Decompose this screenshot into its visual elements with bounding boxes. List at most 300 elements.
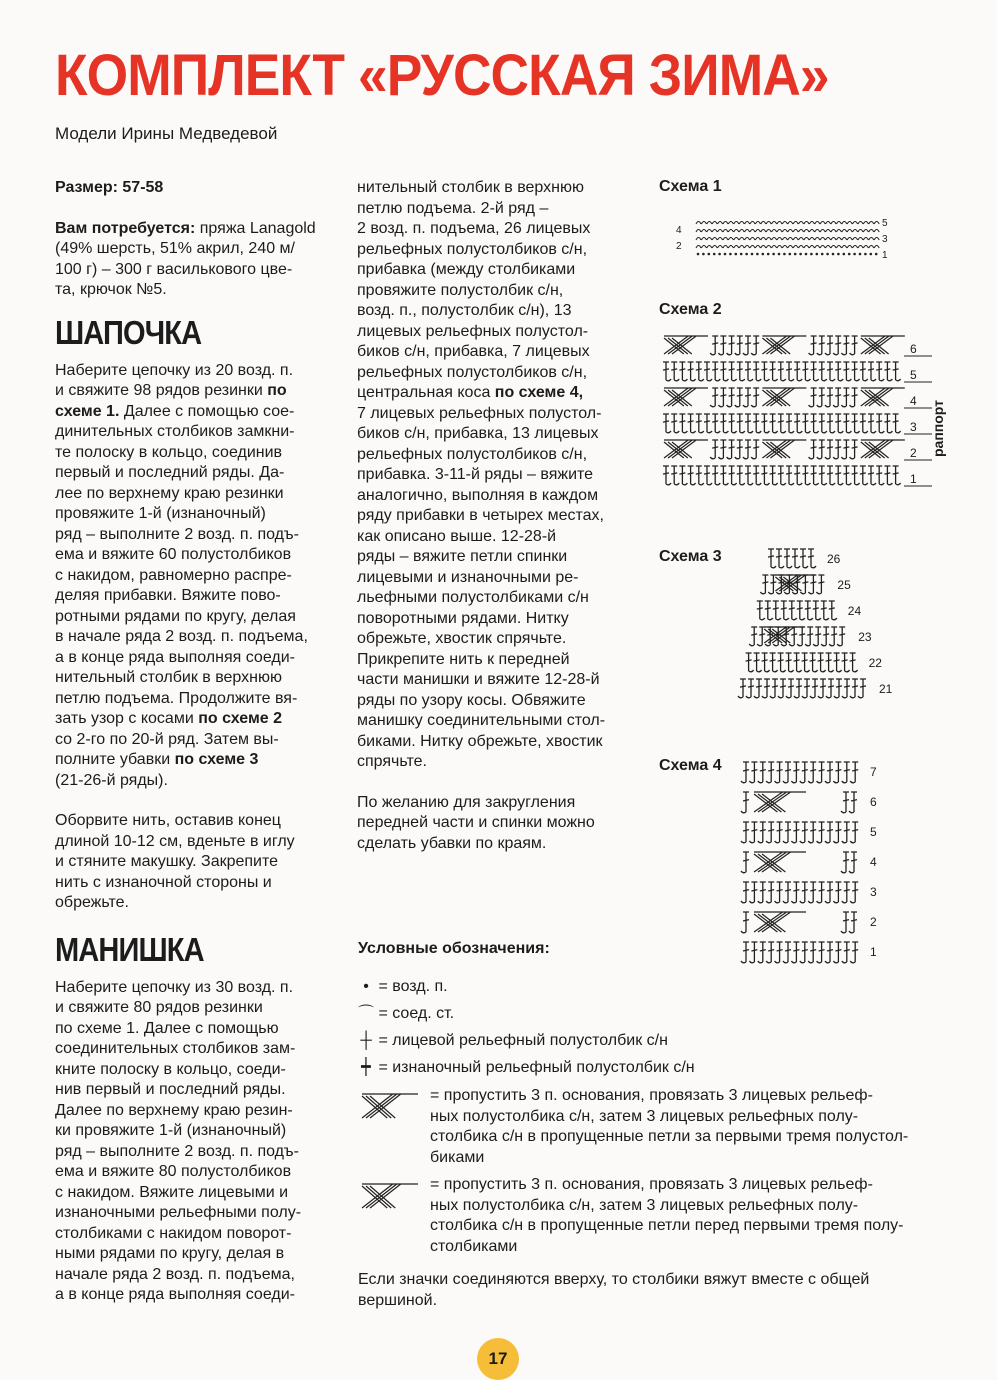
post-stitch-mark [783, 942, 791, 963]
post-stitch-mark [753, 466, 761, 485]
post-stitch-mark [841, 852, 849, 873]
post-stitch-mark [663, 362, 671, 381]
post-stitch-mark [833, 822, 841, 843]
text-line: ряды – вяжите петли спинки [357, 548, 568, 565]
post-stitch-mark [834, 679, 842, 698]
text-line: а в конце ряда выполняя соеди- [55, 648, 295, 666]
post-stitch-mark [850, 822, 858, 843]
post-stitch-mark [729, 414, 737, 433]
row-number-label: 2 [870, 915, 877, 929]
post-stitch-mark [868, 466, 876, 485]
text-line: ема и вяжите 60 полустолбиков [55, 546, 292, 563]
post-stitch-mark [884, 414, 892, 433]
post-stitch-mark [808, 822, 816, 843]
chain-dot [718, 253, 721, 256]
text-line: и свяжите 80 рядов резинки [55, 999, 263, 1016]
post-stitch-mark [800, 822, 808, 843]
legend-item-slip: ⌒ = соед. ст. [358, 1004, 695, 1031]
legend-cross-front-text [430, 1175, 950, 1257]
post-stitch-mark [735, 440, 743, 459]
post-stitch-mark [876, 466, 884, 485]
hat-text [55, 361, 335, 792]
text-line: поворотными рядами. Нитку [357, 609, 569, 627]
text-line: в начале ряда 2 возд. п. подъема, [55, 628, 308, 645]
post-stitch-mark [792, 549, 800, 568]
dickey-text [55, 978, 335, 1306]
cable-cross-mark [362, 1094, 418, 1118]
cable-cross-mark [861, 388, 905, 406]
text-line: сделать убавки по краям. [357, 834, 547, 852]
row-number-label: 25 [837, 578, 851, 592]
text-line: начале ряда 2 возд. п. подъема, [55, 1265, 295, 1283]
post-stitch-mark [808, 549, 816, 568]
text-line: Оборвите нить, оставив конец [55, 812, 281, 829]
text-line: 7 лицевых рельефных полустол- [357, 404, 602, 422]
text-line: биков с/н, прибавка, 13 лицевых [357, 425, 599, 442]
chain-dot [864, 253, 867, 256]
post-stitch-mark [735, 336, 743, 355]
row-number-label: 4 [910, 394, 917, 408]
post-stitch-mark [786, 466, 794, 485]
post-stitch-mark [808, 575, 816, 594]
post-stitch-mark [718, 388, 726, 407]
post-stitch-mark [663, 466, 671, 485]
post-stitch-mark [802, 466, 810, 485]
post-stitch-mark [786, 362, 794, 381]
post-stitch-mark [727, 336, 735, 355]
post-stitch-mark [688, 466, 696, 485]
slip-stitch-row [696, 230, 879, 233]
legend-cross-back-text [430, 1086, 950, 1168]
post-stitch-mark [876, 362, 884, 381]
text-line: биков с/н, прибавка, 7 лицевых [357, 343, 590, 360]
cable-cross-mark [754, 912, 806, 932]
chain-dot [772, 253, 775, 256]
post-stitch-mark [825, 388, 833, 407]
legend-title: Условные обозначения: [358, 940, 550, 957]
row-number-label: 3 [870, 885, 877, 899]
post-stitch-mark [758, 882, 766, 903]
post-stitch-mark [749, 882, 757, 903]
text-line: а в конце ряда выполняя соеди- [55, 1286, 295, 1303]
post-stitch-mark [802, 414, 810, 433]
chain-dot [821, 253, 824, 256]
text-line: = пропустить 3 п. основания, провязать 3 лицевых рельеф- [430, 1087, 873, 1104]
scheme-3-label: Схема 3 [659, 548, 722, 565]
post-stitch-mark [765, 601, 773, 620]
text-line: Далее по верхнему краю резин- [55, 1101, 293, 1119]
scheme-4-label: Схема 4 [659, 757, 722, 774]
post-stitch-mark [696, 362, 704, 381]
post-stitch-mark [842, 679, 850, 698]
text-line: с накидом. Вяжите лицевыми и [55, 1183, 289, 1201]
post-stitch-mark [671, 414, 679, 433]
post-stitch-mark [783, 822, 791, 843]
cable-cross-mark [762, 336, 806, 354]
cross-front-icon [360, 1180, 422, 1214]
post-stitch-mark [800, 762, 808, 783]
text-line: ряд – выполните 2 возд. п. подъ- [55, 525, 299, 543]
post-stitch-mark [766, 762, 774, 783]
chain-dot [756, 253, 759, 256]
post-stitch-mark [743, 336, 751, 355]
post-stitch-mark [729, 362, 737, 381]
post-stitch-mark [746, 679, 754, 698]
post-stitch-mark [783, 882, 791, 903]
chain-dot [837, 253, 840, 256]
dickey-text-continued [357, 178, 639, 773]
text-line: нить с изнаночной стороны и [55, 873, 272, 891]
post-stitch-mark [833, 336, 841, 355]
post-stitch-mark [775, 882, 783, 903]
text-line: Наберите цепочку из 20 возд. п. [55, 361, 294, 379]
text-line: лицевых рельефных полустол- [357, 322, 589, 340]
post-stitch-mark [860, 414, 868, 433]
text-line: центральная коса по схеме 4, [357, 384, 584, 401]
post-stitch-mark [884, 362, 892, 381]
post-stitch-mark [893, 362, 901, 381]
chain-dot [751, 253, 754, 256]
post-stitch-mark [741, 852, 749, 873]
chain-icon: • [363, 978, 369, 995]
row-number-label: 1 [882, 250, 888, 261]
chain-dot [713, 253, 716, 256]
page-number: 17 [477, 1338, 519, 1380]
chain-dot [740, 253, 743, 256]
post-stitch-mark [688, 414, 696, 433]
chain-dot [789, 253, 792, 256]
chain-dot [875, 253, 878, 256]
cable-cross-mark [754, 792, 806, 812]
chain-dot [708, 253, 711, 256]
chain-dot [799, 253, 802, 256]
post-stitch-mark [808, 762, 816, 783]
post-stitch-mark [754, 653, 762, 672]
post-stitch-mark [811, 414, 819, 433]
scheme-4-diagram [742, 760, 887, 975]
post-stitch-mark [818, 679, 826, 698]
row-number-label: 23 [858, 630, 872, 644]
post-stitch-mark [850, 336, 858, 355]
chain-dot [778, 253, 781, 256]
text-line: соединительных столбиков зам- [55, 1040, 296, 1057]
post-stitch-mark [817, 388, 825, 407]
post-stitch-mark [868, 414, 876, 433]
post-stitch-mark [843, 414, 851, 433]
post-stitch-mark [805, 627, 813, 646]
column-left [55, 178, 335, 1306]
text-line: провяжите 1-й (изнаночный) [55, 505, 266, 522]
post-stitch-mark [797, 627, 805, 646]
materials-line-1: Вам потребуется: пряжа Lanagold [55, 219, 316, 237]
text-line: как описано выше. 12-28-й [357, 527, 557, 545]
text-line: обрежьте, хвостик спрячьте. [357, 630, 567, 647]
cable-cross-mark [754, 852, 806, 872]
chain-dot [870, 253, 873, 256]
text-line: схеме 1. Далее с помощью сое- [55, 402, 295, 420]
post-stitch-mark [749, 822, 757, 843]
text-line: длиной 10-12 см, вденьте в иглу [55, 832, 295, 850]
post-stitch-mark [842, 882, 850, 903]
post-stitch-mark [760, 575, 768, 594]
post-stitch-mark [743, 388, 751, 407]
post-stitch-mark [843, 362, 851, 381]
post-stitch-mark [754, 679, 762, 698]
text-line: с накидом, равномерно распре- [55, 566, 292, 584]
post-stitch-mark [794, 679, 802, 698]
post-stitch-mark [817, 942, 825, 963]
post-stitch-mark [819, 466, 827, 485]
cable-cross-mark [762, 388, 806, 406]
post-stitch-mark [778, 362, 786, 381]
text-line: биками [430, 1148, 485, 1166]
post-stitch-mark [852, 362, 860, 381]
post-stitch-mark [671, 362, 679, 381]
cable-cross-mark [861, 440, 905, 458]
post-stitch-mark [753, 362, 761, 381]
chain-dot [853, 253, 856, 256]
post-stitch-mark [829, 627, 837, 646]
text-line: те полоску в кольцо, соединив [55, 443, 283, 461]
text-line: ряд – выполните 2 возд. п. подъ- [55, 1142, 299, 1160]
slip-stitch-row [696, 246, 879, 249]
post-stitch-mark [826, 653, 834, 672]
size-line: Размер: 57-58 [55, 179, 164, 196]
post-stitch-mark [850, 679, 858, 698]
post-stitch-mark [768, 549, 776, 568]
chain-dot [702, 253, 705, 256]
post-stitch-mark [802, 362, 810, 381]
post-stitch-mark [833, 942, 841, 963]
text-line: биками. Нитку обрежьте, хвостик [357, 732, 603, 750]
post-stitch-mark [663, 414, 671, 433]
post-stitch-mark [712, 362, 720, 381]
text-line: прибавка. 3-11-й ряды – вяжите [357, 466, 594, 483]
text-line: ных полустолбика с/н, затем 3 лицевых рельефных полу- [430, 1196, 859, 1214]
chain-dot [805, 253, 808, 256]
cable-cross-mark [861, 336, 905, 354]
row-number-label: 2 [910, 446, 917, 460]
post-stitch-mark [741, 762, 749, 783]
post-stitch-mark [849, 792, 857, 813]
post-stitch-mark [737, 414, 745, 433]
post-stitch-mark [775, 762, 783, 783]
post-stitch-mark [821, 601, 829, 620]
legend-item-back-post: ┿ = изнаночный рельефный полустолбик с/н [358, 1058, 695, 1085]
post-stitch-mark [827, 362, 835, 381]
post-stitch-mark [758, 942, 766, 963]
post-stitch-mark [688, 362, 696, 381]
post-stitch-mark [791, 822, 799, 843]
post-stitch-mark [842, 942, 850, 963]
text-line: аналогично, выполняя в каждом [357, 486, 599, 504]
row-number-label: 3 [882, 234, 888, 245]
post-stitch-mark [770, 362, 778, 381]
post-stitch-mark [770, 414, 778, 433]
post-stitch-mark [770, 653, 778, 672]
legend-note [358, 1270, 958, 1311]
post-stitch-mark [825, 336, 833, 355]
text-line: рельефных полустолбиков с/н, [357, 240, 588, 258]
post-stitch-mark [696, 414, 704, 433]
post-stitch-mark [842, 762, 850, 783]
post-stitch-mark [810, 653, 818, 672]
post-stitch-mark [710, 388, 718, 407]
post-stitch-mark [850, 882, 858, 903]
text-line: части манишки и вяжите 12-28-й [357, 671, 600, 688]
legend-item-front-post: ┼ = лицевой рельефный полустолбик с/н [358, 1031, 695, 1058]
text-line: ряды по узору косы. Обвяжите [357, 691, 586, 709]
post-stitch-mark [808, 882, 816, 903]
post-stitch-mark [778, 679, 786, 698]
post-stitch-mark [819, 362, 827, 381]
text-line: нив первый и последний ряды. [55, 1081, 286, 1098]
post-stitch-mark [794, 414, 802, 433]
text-line: ных полустолбика с/н, затем 3 лицевых рельефных полу- [430, 1107, 859, 1125]
post-stitch-mark [696, 466, 704, 485]
post-stitch-mark [679, 466, 687, 485]
post-stitch-mark [841, 792, 849, 813]
optional-note [357, 793, 639, 855]
post-stitch-mark [757, 601, 765, 620]
post-stitch-mark [704, 466, 712, 485]
text-line: рельефных полустолбиков с/н, [357, 363, 588, 381]
post-stitch-mark [786, 679, 794, 698]
materials-line: (49% шерсть, 51% акрил, 240 м/ [55, 240, 295, 257]
chain-dot [826, 253, 829, 256]
post-stitch-mark [884, 466, 892, 485]
text-line: вершиной. [358, 1291, 438, 1309]
post-stitch-mark [850, 440, 858, 459]
post-stitch-mark [761, 414, 769, 433]
post-stitch-mark [842, 653, 850, 672]
cross-back-icon [360, 1090, 422, 1124]
post-stitch-mark [811, 362, 819, 381]
post-stitch-mark [810, 679, 818, 698]
post-stitch-mark [827, 466, 835, 485]
text-line: Прикрепите нить к передней [357, 650, 570, 668]
post-stitch-mark [850, 762, 858, 783]
post-stitch-mark [808, 942, 816, 963]
text-line: Наберите цепочку из 30 возд. п. [55, 978, 294, 996]
post-stitch-mark [749, 942, 757, 963]
post-stitch-mark [817, 882, 825, 903]
text-line: первый и последний ряды. Да- [55, 464, 285, 481]
cable-cross-mark [664, 336, 708, 354]
text-line: ки провяжите 1-й (изнаночный) [55, 1122, 287, 1139]
post-stitch-mark [813, 601, 821, 620]
column-middle [357, 178, 639, 854]
post-stitch-mark [757, 627, 765, 646]
post-stitch-mark [753, 414, 761, 433]
post-stitch-mark [749, 627, 757, 646]
dickey-heading: МАНИШКА [55, 930, 204, 968]
rapport-label: раппорт [930, 399, 946, 457]
post-stitch-mark [825, 822, 833, 843]
scheme-2-label: Схема 2 [659, 301, 722, 318]
text-line: лицевыми и изнаночными ре- [357, 568, 579, 586]
hat-finish-text [55, 811, 335, 914]
post-stitch-mark [720, 362, 728, 381]
post-stitch-mark [786, 414, 794, 433]
post-stitch-mark [835, 414, 843, 433]
post-stitch-mark [876, 414, 884, 433]
cable-cross-mark [664, 388, 708, 406]
text-line: столбиками с накидом поворот- [55, 1224, 292, 1242]
post-stitch-mark [718, 336, 726, 355]
text-line: кните полоску в кольцо, соеди- [55, 1060, 286, 1078]
post-stitch-mark [852, 414, 860, 433]
text-line: и свяжите 98 рядов резинки по [55, 382, 287, 399]
post-stitch-mark [741, 942, 749, 963]
post-stitch-mark [720, 466, 728, 485]
post-stitch-mark [781, 601, 789, 620]
slip-stitch-row [696, 222, 879, 225]
row-number-label: 2 [676, 241, 682, 252]
post-stitch-mark [818, 653, 826, 672]
text-line: ема и вяжите 80 полустолбиков [55, 1163, 292, 1180]
post-stitch-mark [850, 942, 858, 963]
post-stitch-mark [809, 440, 817, 459]
post-stitch-mark [766, 942, 774, 963]
post-stitch-mark [712, 414, 720, 433]
post-stitch-mark [745, 466, 753, 485]
post-stitch-mark [712, 466, 720, 485]
post-stitch-mark [791, 882, 799, 903]
back-post-icon: ┿ [361, 1059, 371, 1076]
post-stitch-mark [786, 653, 794, 672]
post-stitch-mark [741, 822, 749, 843]
post-stitch-mark [805, 601, 813, 620]
text-line: провяжите полустолбик с/н, [357, 281, 564, 299]
post-stitch-mark [841, 440, 849, 459]
post-stitch-mark [825, 882, 833, 903]
post-stitch-mark [704, 362, 712, 381]
scheme-2-diagram [660, 332, 950, 507]
text-line: прибавка (между столбиками [357, 261, 576, 278]
post-stitch-mark [749, 762, 757, 783]
post-stitch-mark [743, 440, 751, 459]
row-number-label: 21 [879, 682, 893, 696]
text-line: деляя прибавки. Вяжите пово- [55, 587, 281, 604]
post-stitch-mark [710, 440, 718, 459]
post-stitch-mark [751, 336, 759, 355]
cable-cross-mark [762, 440, 806, 458]
post-stitch-mark [794, 653, 802, 672]
post-stitch-mark [729, 466, 737, 485]
cable-cross-mark [362, 1184, 418, 1208]
row-number-label: 24 [847, 604, 862, 618]
text-line: столбика с/н в пропущенные петли за первыми тремя полустол- [430, 1128, 909, 1145]
post-stitch-mark [833, 440, 841, 459]
post-stitch-mark [770, 466, 778, 485]
chain-dot [859, 253, 862, 256]
row-number-label: 4 [676, 225, 682, 236]
text-line: нительный столбик в верхнюю [357, 179, 584, 196]
scheme-1-label: Схема 1 [659, 178, 722, 195]
post-stitch-mark [751, 440, 759, 459]
slip-stitch-row [696, 238, 879, 241]
text-line: и стяните макушку. Закрепите [55, 853, 279, 870]
post-stitch-mark [860, 362, 868, 381]
text-line: петлю подъема. Продолжите вя- [55, 689, 298, 707]
row-number-label: 3 [910, 420, 917, 434]
text-line: возд. п., полустолбик с/н), 13 [357, 302, 572, 319]
post-stitch-mark [761, 466, 769, 485]
text-line: передней части и спинки можно [357, 814, 595, 831]
text-line: обрежьте. [55, 894, 129, 911]
text-line: ротными рядами по кругу, делая [55, 607, 296, 625]
